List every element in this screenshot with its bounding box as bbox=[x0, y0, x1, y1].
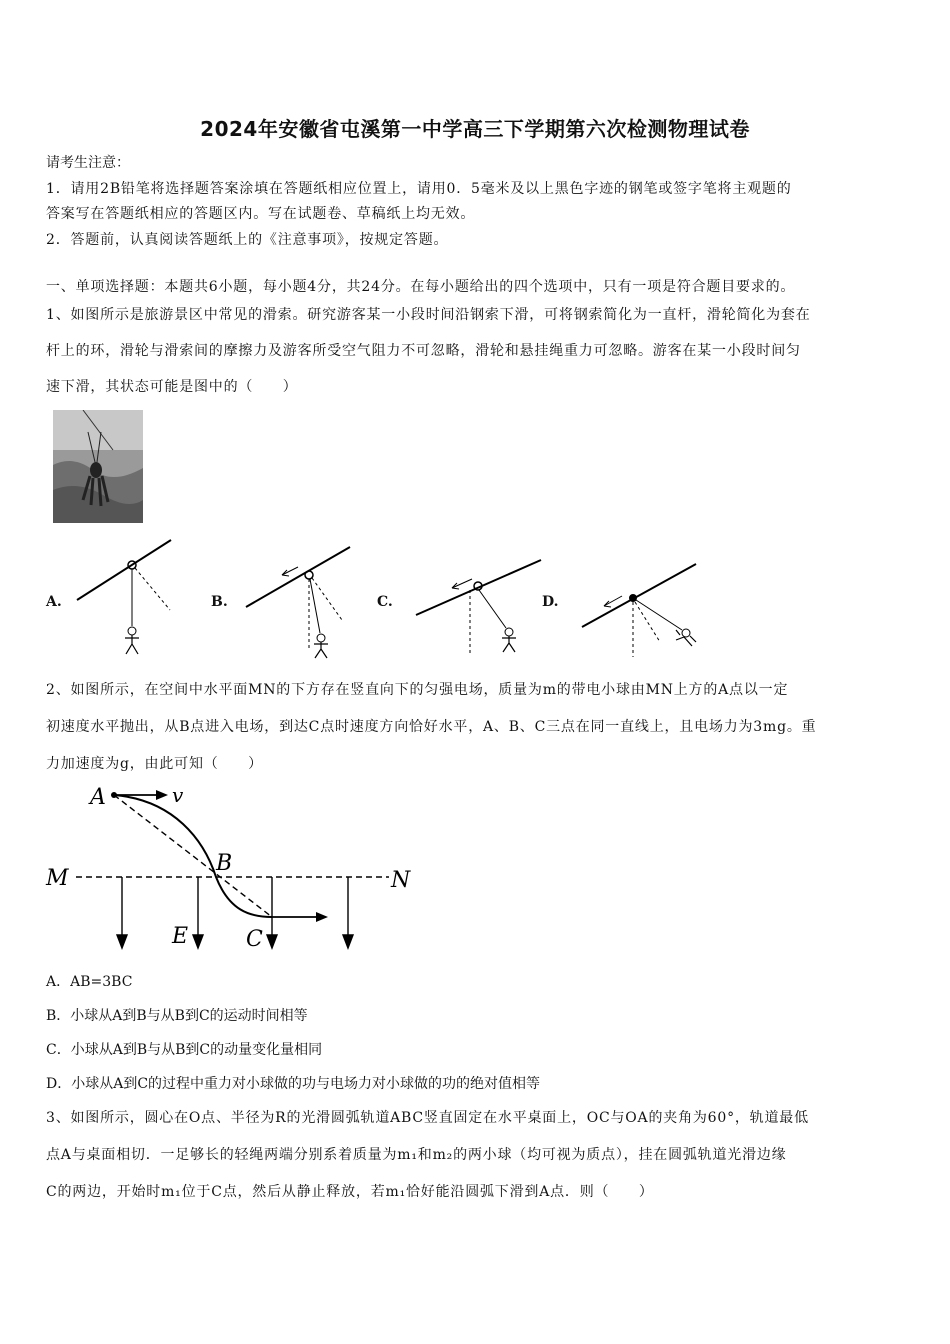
q2-line-2: 初速度水平抛出，从B点进入电场，到达C点时速度方向恰好水平，A、B、C三点在同一直线上，且电场力为3mg。重 bbox=[46, 719, 817, 735]
option-c-label: C. bbox=[377, 594, 393, 610]
option-b-figure[interactable] bbox=[244, 545, 354, 660]
option-a-label: A. bbox=[46, 594, 62, 610]
notice-item-1-cont: 答案写在答题纸相应的答题区内。写在试题卷、草稿纸上均无效。 bbox=[46, 206, 476, 222]
abc-line bbox=[114, 795, 272, 917]
q1-line-1: 1、如图所示是旅游景区中常见的滑索。研究游客某一小段时间沿钢索下滑，可将钢索简化为一直杆，滑轮简化为套在 bbox=[46, 307, 811, 323]
option-d-label: D. bbox=[542, 594, 559, 610]
label-n: N bbox=[391, 868, 411, 893]
page-title: 2024年安徽省屯溪第一中学高三下学期第六次检测物理试卷 bbox=[200, 117, 750, 141]
q2-option-c[interactable]: C．小球从A到B与从B到C的动量变化量相同 bbox=[46, 1042, 323, 1058]
section-heading: 一、单项选择题：本题共6小题，每小题4分，共24分。在每小题给出的四个选项中，只有一项是符合题目要求的。 bbox=[46, 279, 796, 295]
notice-item-1: 1．请用2B铅笔将选择题答案涂填在答题纸相应位置上，请用0．5毫米及以上黑色字迹的钢笔或签字笔将主观题的 bbox=[46, 181, 792, 197]
q2-diagram bbox=[44, 780, 424, 952]
label-b: B bbox=[216, 851, 233, 876]
option-b-label: B. bbox=[211, 594, 228, 610]
q2-option-b[interactable]: B．小球从A到B与从B到C的运动时间相等 bbox=[46, 1008, 308, 1024]
label-e: E bbox=[172, 924, 189, 949]
option-c-figure[interactable] bbox=[414, 558, 544, 658]
q1-line-2: 杆上的环，滑轮与滑索间的摩擦力及游客所受空气阻力不可忽略，滑轮和悬挂绳重力可忽略。游客在某一小段时间匀 bbox=[46, 343, 801, 359]
trajectory bbox=[114, 795, 272, 917]
q1-line-3: 速下滑，其状态可能是图中的（ ） bbox=[46, 379, 298, 395]
label-c: C bbox=[246, 927, 263, 952]
option-d-figure[interactable] bbox=[580, 562, 700, 660]
option-a-figure[interactable] bbox=[75, 538, 175, 656]
q2-option-d[interactable]: D．小球从A到C的过程中重力对小球做的功与电场力对小球做的功的绝对值相等 bbox=[46, 1076, 541, 1092]
q3-line-3: C的两边，开始时m₁位于C点，然后从静止释放，若m₁恰好能沿圆弧下滑到A点．则（ ） bbox=[46, 1184, 654, 1200]
q2-line-1: 2、如图所示，在空间中水平面MN的下方存在竖直向下的匀强电场，质量为m的带电小球由MN上方的A点以一定 bbox=[46, 682, 789, 698]
notice-item-2: 2．答题前，认真阅读答题纸上的《注意事项》，按规定答题。 bbox=[46, 232, 449, 248]
label-a: A bbox=[90, 785, 106, 810]
q3-line-2: 点A与桌面相切．一足够长的轻绳两端分别系着质量为m₁和m₂的两小球（均可视为质点），挂在圆弧轨道光滑边缘 bbox=[46, 1147, 787, 1163]
q2-option-a[interactable]: A．AB=3BC bbox=[46, 974, 133, 990]
q3-line-1: 3、如图所示，圆心在O点、半径为R的光滑圆弧轨道ABC竖直固定在水平桌面上，OC与OA的夹角为60°，轨道最低 bbox=[46, 1110, 809, 1126]
label-m: M bbox=[46, 866, 69, 891]
q2-line-3: 力加速度为g，由此可知（ ） bbox=[46, 756, 263, 772]
notice-heading: 请考生注意： bbox=[46, 155, 130, 171]
zipline-photo bbox=[53, 410, 143, 523]
label-v: v bbox=[172, 783, 184, 807]
